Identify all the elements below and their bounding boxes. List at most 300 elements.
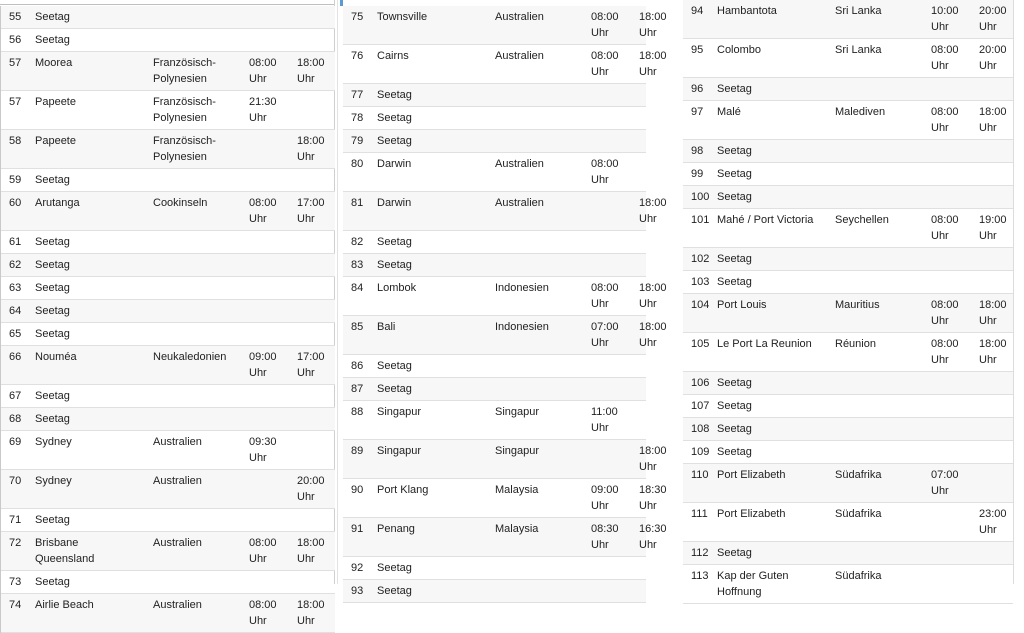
arrival-time <box>923 565 971 604</box>
country <box>145 231 241 254</box>
departure-time <box>631 231 646 254</box>
country <box>827 186 923 209</box>
port-name: Singapur <box>377 406 422 418</box>
table-row <box>1 6 335 29</box>
day-number: 67 <box>9 390 22 402</box>
arrival-time <box>241 277 289 300</box>
port-name: Seetag <box>717 400 752 412</box>
port-name: Seetag <box>377 585 412 597</box>
departure-time <box>971 542 1013 565</box>
port-name: Singapur <box>377 445 422 457</box>
table-row <box>683 209 1013 248</box>
table-row <box>683 271 1013 294</box>
country: Australien <box>153 475 202 487</box>
departure-time <box>631 580 646 603</box>
country: Australien <box>153 537 202 549</box>
arrival-time <box>241 169 289 192</box>
departure-time <box>289 509 335 532</box>
country <box>145 323 241 346</box>
table-row <box>683 101 1013 140</box>
table-row <box>343 84 646 107</box>
table-row <box>343 153 646 192</box>
itinerary-table <box>343 6 667 603</box>
arrival-time <box>583 84 631 107</box>
country <box>487 557 583 580</box>
port-name: Seetag <box>377 562 412 574</box>
day-number: 80 <box>351 158 364 170</box>
port-name: Seetag <box>377 236 412 248</box>
country: Australien <box>153 436 202 448</box>
table-row <box>683 542 1013 565</box>
day-number: 72 <box>9 537 22 549</box>
day-number: 65 <box>9 328 22 340</box>
arrival-time: 08:00 Uhr <box>931 106 959 134</box>
country: Südafrika <box>835 570 882 582</box>
country <box>487 355 583 378</box>
day-number: 77 <box>351 89 364 101</box>
top-border <box>0 0 334 5</box>
port-name: Seetag <box>717 423 752 435</box>
port-name: Seetag <box>35 282 70 294</box>
departure-time <box>631 130 646 153</box>
day-number: 78 <box>351 112 364 124</box>
arrival-time <box>583 440 631 479</box>
itinerary-column-2 <box>343 6 667 603</box>
country: Malaysia <box>495 484 539 496</box>
day-number: 93 <box>351 585 364 597</box>
country: Seychellen <box>835 214 889 226</box>
departure-time: 18:00 Uhr <box>979 106 1007 134</box>
day-number: 87 <box>351 383 364 395</box>
arrival-time <box>583 254 631 277</box>
port-name: Papeete <box>35 135 76 147</box>
country: Sri Lanka <box>835 5 882 17</box>
day-number: 57 <box>9 96 22 108</box>
arrival-time <box>583 580 631 603</box>
port-name: Cairns <box>377 50 409 62</box>
port-name: Darwin <box>377 197 412 209</box>
country <box>145 29 241 52</box>
country: Südafrika <box>835 469 882 481</box>
table-row <box>1 231 335 254</box>
table-row <box>343 580 646 603</box>
departure-time: 18:30 Uhr <box>639 484 667 512</box>
departure-time: 18:00 Uhr <box>297 135 325 163</box>
arrival-time: 08:00 Uhr <box>249 57 277 85</box>
country: Australien <box>153 599 202 611</box>
port-name: Hambantota <box>717 5 777 17</box>
port-name: Port Elizabeth <box>717 469 786 481</box>
arrival-time <box>241 470 289 509</box>
table-row <box>343 107 646 130</box>
day-number: 59 <box>9 174 22 186</box>
country <box>827 271 923 294</box>
table-row <box>343 401 646 440</box>
table-row <box>683 163 1013 186</box>
port-name: Seetag <box>377 259 412 271</box>
day-number: 62 <box>9 259 22 271</box>
port-name: Seetag <box>35 390 70 402</box>
port-name: Colombo <box>717 44 762 56</box>
day-number: 55 <box>9 11 22 23</box>
country: Sri Lanka <box>835 44 882 56</box>
port-name: Seetag <box>377 112 412 124</box>
day-number: 74 <box>9 599 22 611</box>
arrival-time: 08:30 Uhr <box>591 523 619 551</box>
country <box>487 107 583 130</box>
arrival-time: 09:00 Uhr <box>249 351 277 379</box>
departure-time <box>971 464 1013 503</box>
departure-time <box>289 385 335 408</box>
port-name: Bali <box>377 321 396 333</box>
itinerary-table <box>1 6 335 633</box>
departure-time <box>971 565 1013 604</box>
port-name: Seetag <box>717 547 752 559</box>
arrival-time <box>923 186 971 209</box>
departure-time: 19:00 Uhr <box>979 214 1007 242</box>
table-row <box>343 557 646 580</box>
table-row <box>343 440 646 479</box>
departure-time <box>971 441 1013 464</box>
arrival-time <box>241 385 289 408</box>
day-number: 66 <box>9 351 22 363</box>
table-row <box>343 6 646 45</box>
port-name: Seetag <box>377 360 412 372</box>
departure-time <box>631 107 646 130</box>
table-row <box>1 509 335 532</box>
day-number: 81 <box>351 197 364 209</box>
day-number: 111 <box>691 508 708 520</box>
day-number: 104 <box>691 299 710 311</box>
departure-time <box>631 153 646 192</box>
country: Französisch-Polynesien <box>153 135 216 163</box>
country: Australien <box>495 11 544 23</box>
table-row <box>343 192 646 231</box>
port-name: Seetag <box>717 191 752 203</box>
country: Malediven <box>835 106 886 118</box>
day-number: 61 <box>9 236 22 248</box>
departure-time <box>289 300 335 323</box>
day-number: 83 <box>351 259 364 271</box>
departure-time <box>631 401 646 440</box>
country <box>827 78 923 101</box>
arrival-time: 10:00 Uhr <box>931 5 959 33</box>
port-name: Seetag <box>35 174 70 186</box>
country <box>827 542 923 565</box>
country: Cookinseln <box>153 197 208 209</box>
arrival-time: 07:00 Uhr <box>931 469 959 497</box>
arrival-time <box>241 6 289 29</box>
port-name: Seetag <box>377 89 412 101</box>
country <box>145 277 241 300</box>
port-name: Moorea <box>35 57 73 69</box>
country <box>487 580 583 603</box>
table-row <box>343 479 646 518</box>
arrival-time <box>923 163 971 186</box>
day-number: 60 <box>9 197 22 209</box>
arrival-time: 08:00 Uhr <box>931 299 959 327</box>
country <box>827 372 923 395</box>
day-number: 99 <box>691 168 704 180</box>
country: Indonesien <box>495 321 549 333</box>
port-name: Sydney <box>35 475 72 487</box>
port-name: Port Elizabeth <box>717 508 786 520</box>
departure-time <box>971 78 1013 101</box>
arrival-time <box>583 130 631 153</box>
departure-time <box>971 140 1013 163</box>
table-row <box>1 346 335 385</box>
country <box>145 169 241 192</box>
arrival-time <box>241 29 289 52</box>
day-number: 91 <box>351 523 364 535</box>
table-row <box>683 565 1013 604</box>
day-number: 112 <box>691 547 709 559</box>
table-row <box>683 294 1013 333</box>
arrival-time <box>923 503 971 542</box>
departure-time <box>289 231 335 254</box>
table-row <box>1 385 335 408</box>
country: Singapur <box>495 445 540 457</box>
port-name: Sydney <box>35 436 72 448</box>
departure-time: 18:00 Uhr <box>639 445 667 473</box>
port-name: Arutanga <box>35 197 80 209</box>
country <box>145 300 241 323</box>
table-row <box>683 140 1013 163</box>
table-row <box>683 418 1013 441</box>
port-name: Seetag <box>717 377 752 389</box>
departure-time: 18:00 Uhr <box>639 282 667 310</box>
departure-time <box>289 408 335 431</box>
table-row <box>1 470 335 509</box>
country <box>827 248 923 271</box>
departure-time: 18:00 Uhr <box>639 197 667 225</box>
arrival-time <box>241 571 289 594</box>
day-number: 57 <box>9 57 22 69</box>
departure-time: 17:00 Uhr <box>297 351 325 379</box>
port-name: Malé <box>717 106 741 118</box>
table-row <box>683 464 1013 503</box>
arrival-time: 09:30 Uhr <box>249 436 277 464</box>
arrival-time <box>241 300 289 323</box>
table-row <box>683 441 1013 464</box>
arrival-time: 08:00 Uhr <box>591 11 619 39</box>
arrival-time <box>241 130 289 169</box>
day-number: 75 <box>351 11 364 23</box>
departure-time: 17:00 Uhr <box>297 197 325 225</box>
day-number: 110 <box>691 469 709 481</box>
table-row <box>1 431 335 470</box>
table-row <box>1 277 335 300</box>
country <box>487 130 583 153</box>
departure-time: 18:00 Uhr <box>979 299 1007 327</box>
port-name: Seetag <box>377 383 412 395</box>
departure-time <box>289 431 335 470</box>
day-number: 109 <box>691 446 710 458</box>
day-number: 68 <box>9 413 22 425</box>
country: Südafrika <box>835 508 882 520</box>
arrival-time: 08:00 Uhr <box>931 338 959 366</box>
table-row <box>343 130 646 153</box>
departure-time <box>631 84 646 107</box>
arrival-time: 08:00 Uhr <box>249 599 277 627</box>
table-row <box>1 52 335 91</box>
day-number: 90 <box>351 484 364 496</box>
arrival-time: 21:30 Uhr <box>249 96 277 124</box>
table-row <box>1 169 335 192</box>
arrival-time <box>241 509 289 532</box>
day-number: 63 <box>9 282 22 294</box>
table-row <box>343 378 646 401</box>
day-number: 108 <box>691 423 710 435</box>
country <box>827 140 923 163</box>
arrival-time <box>923 248 971 271</box>
departure-time: 20:00 Uhr <box>979 5 1007 33</box>
day-number: 96 <box>691 83 704 95</box>
table-row <box>343 316 646 355</box>
arrival-time <box>241 323 289 346</box>
port-name: Seetag <box>717 253 752 265</box>
port-name: Seetag <box>35 34 70 46</box>
country <box>145 408 241 431</box>
arrival-time: 08:00 Uhr <box>591 282 619 310</box>
country <box>487 378 583 401</box>
arrival-time <box>583 231 631 254</box>
table-row <box>683 78 1013 101</box>
country <box>145 509 241 532</box>
departure-time <box>971 163 1013 186</box>
departure-time: 20:00 Uhr <box>297 475 325 503</box>
port-name: Seetag <box>35 328 70 340</box>
port-name: Kap der Guten Hoffnung <box>717 570 789 598</box>
day-number: 113 <box>691 570 709 582</box>
port-name: Penang <box>377 523 415 535</box>
arrival-time <box>241 408 289 431</box>
day-number: 102 <box>691 253 710 265</box>
table-row <box>1 29 335 52</box>
departure-time: 18:00 Uhr <box>639 321 667 349</box>
departure-time <box>289 91 335 130</box>
arrival-time <box>923 542 971 565</box>
departure-time <box>971 395 1013 418</box>
arrival-time: 09:00 Uhr <box>591 484 619 512</box>
arrival-time: 08:00 Uhr <box>591 50 619 78</box>
port-name: Le Port La Reunion <box>717 338 812 350</box>
day-number: 101 <box>691 214 710 226</box>
table-row <box>1 594 335 633</box>
arrival-time: 08:00 Uhr <box>249 537 277 565</box>
column-divider <box>1013 0 1014 584</box>
day-number: 98 <box>691 145 704 157</box>
departure-time: 18:00 Uhr <box>297 537 325 565</box>
arrival-time <box>583 107 631 130</box>
port-name: Seetag <box>35 259 70 271</box>
country: Neukaledonien <box>153 351 227 363</box>
day-number: 105 <box>691 338 710 350</box>
table-row <box>683 248 1013 271</box>
table-row <box>683 395 1013 418</box>
arrival-time <box>241 254 289 277</box>
port-name: Seetag <box>717 276 752 288</box>
itinerary-column-3 <box>683 0 1013 604</box>
table-row <box>1 323 335 346</box>
departure-time <box>289 323 335 346</box>
table-row <box>1 408 335 431</box>
departure-time <box>289 254 335 277</box>
day-number: 84 <box>351 282 364 294</box>
departure-time <box>631 557 646 580</box>
port-name: Port Klang <box>377 484 429 496</box>
arrival-time <box>923 78 971 101</box>
table-row <box>1 91 335 130</box>
day-number: 89 <box>351 445 364 457</box>
arrival-time <box>583 192 631 231</box>
day-number: 70 <box>9 475 22 487</box>
country: Indonesien <box>495 282 549 294</box>
country <box>145 254 241 277</box>
port-name: Seetag <box>377 135 412 147</box>
country <box>145 385 241 408</box>
day-number: 73 <box>9 576 22 588</box>
arrival-time: 08:00 Uhr <box>931 214 959 242</box>
table-row <box>1 192 335 231</box>
port-name: Townsville <box>377 11 428 23</box>
country: Französisch-Polynesien <box>153 57 216 85</box>
departure-time <box>631 254 646 277</box>
departure-time <box>971 186 1013 209</box>
departure-time <box>289 29 335 52</box>
table-row <box>343 355 646 378</box>
country <box>487 84 583 107</box>
port-name: Seetag <box>35 305 70 317</box>
departure-time <box>971 248 1013 271</box>
table-row <box>683 372 1013 395</box>
departure-time <box>971 372 1013 395</box>
departure-time <box>631 355 646 378</box>
day-number: 64 <box>9 305 22 317</box>
day-number: 97 <box>691 106 704 118</box>
table-row <box>683 0 1013 39</box>
port-name: Nouméa <box>35 351 77 363</box>
table-row <box>683 333 1013 372</box>
port-name: Airlie Beach <box>35 599 94 611</box>
arrival-time: 08:00 Uhr <box>249 197 277 225</box>
departure-time <box>631 378 646 401</box>
port-name: Port Louis <box>717 299 767 311</box>
country <box>827 395 923 418</box>
day-number: 88 <box>351 406 364 418</box>
arrival-time <box>583 378 631 401</box>
arrival-time: 08:00 Uhr <box>931 44 959 72</box>
table-row <box>1 300 335 323</box>
day-number: 85 <box>351 321 364 333</box>
country <box>145 6 241 29</box>
country <box>487 231 583 254</box>
country: Australien <box>495 197 544 209</box>
arrival-time: 11:00 Uhr <box>591 406 618 434</box>
port-name: Seetag <box>35 236 70 248</box>
country <box>827 163 923 186</box>
day-number: 79 <box>351 135 364 147</box>
table-row <box>343 231 646 254</box>
day-number: 107 <box>691 400 710 412</box>
day-number: 92 <box>351 562 364 574</box>
arrival-time <box>923 418 971 441</box>
port-name: Mahé / Port Victoria <box>717 214 814 226</box>
table-row <box>683 186 1013 209</box>
port-name: Papeete <box>35 96 76 108</box>
departure-time: 16:30 Uhr <box>639 523 667 551</box>
day-number: 58 <box>9 135 22 147</box>
